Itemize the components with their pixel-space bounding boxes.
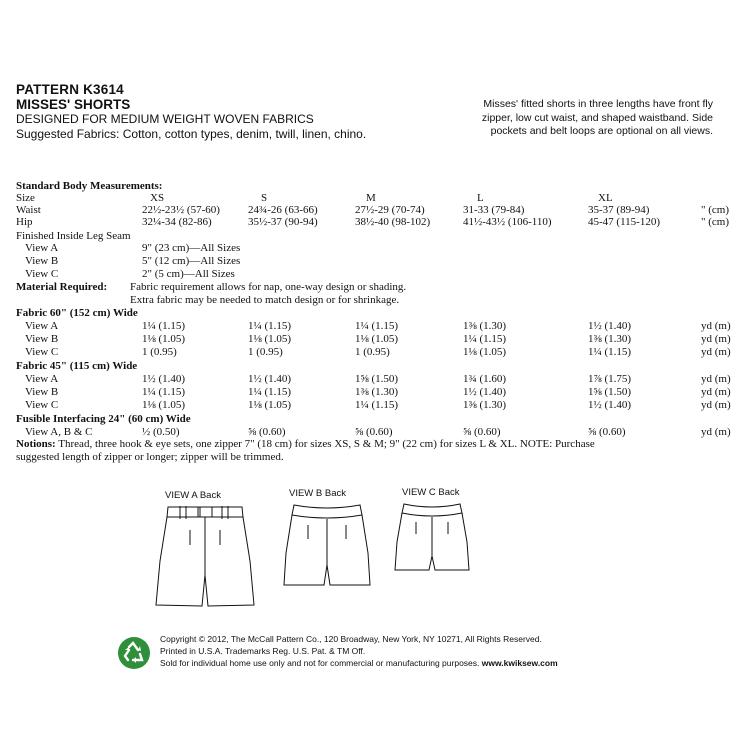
yardage-row-label: View A bbox=[25, 320, 59, 332]
waist-s: 24¾-26 (63-66) bbox=[248, 204, 318, 216]
size-l: L bbox=[477, 192, 484, 204]
pattern-title: MISSES' SHORTS bbox=[16, 97, 131, 112]
body-measurements-heading: Standard Body Measurements: bbox=[16, 180, 163, 192]
yardage-unit: yd (m) bbox=[701, 333, 731, 345]
notions-label: Notions: bbox=[16, 438, 56, 450]
yardage-row-label: View A, B & C bbox=[25, 426, 93, 438]
footer-printed: Printed in U.S.A. Trademarks Reg. U.S. Pat. & TM Off. bbox=[160, 646, 366, 656]
view-c-shorts-drawing bbox=[392, 502, 472, 572]
website-link[interactable]: www.kwiksew.com bbox=[481, 658, 558, 668]
yardage-cell: 1½ (1.40) bbox=[463, 386, 507, 398]
yardage-cell: ⅝ (0.60) bbox=[463, 426, 501, 438]
hip-label: Hip bbox=[16, 216, 33, 228]
hip-s: 35½-37 (90-94) bbox=[248, 216, 318, 228]
yardage-cell: 1¼ (1.15) bbox=[248, 386, 292, 398]
yardage-unit: yd (m) bbox=[701, 426, 731, 438]
notions-text: Thread, three hook & eye sets, one zipper 7" (18 cm) for sizes XS, S & M; 9" (22 cm) for sizes L & XL. NOTE: Purchase bbox=[58, 438, 595, 450]
waist-unit: " (cm) bbox=[701, 204, 730, 216]
yardage-cell: 1½ (1.40) bbox=[142, 373, 186, 385]
yardage-cell: 1½ (1.40) bbox=[588, 399, 632, 411]
yardage-cell: 1⅛ (1.05) bbox=[463, 346, 507, 358]
yardage-cell: ⅝ (0.60) bbox=[588, 426, 626, 438]
view-c-label: VIEW C Back bbox=[402, 487, 460, 498]
yardage-unit: yd (m) bbox=[701, 373, 731, 385]
yardage-unit: yd (m) bbox=[701, 346, 731, 358]
yardage-cell: 1⅞ (1.75) bbox=[588, 373, 632, 385]
size-xs: XS bbox=[150, 192, 165, 204]
yardage-cell: ⅝ (0.60) bbox=[355, 426, 393, 438]
yardage-cell: 1¼ (1.15) bbox=[463, 333, 507, 345]
inseam-value: 9" (23 cm)—All Sizes bbox=[142, 242, 241, 254]
yardage-cell: 1⅜ (1.30) bbox=[463, 399, 507, 411]
yardage-cell: 1¼ (1.15) bbox=[142, 386, 186, 398]
inseam-label: View A bbox=[25, 242, 59, 254]
waist-label: Waist bbox=[16, 204, 41, 216]
yardage-cell: 1¾ (1.60) bbox=[463, 373, 507, 385]
yardage-cell: 1⅝ (1.50) bbox=[588, 386, 632, 398]
waist-l: 31-33 (79-84) bbox=[463, 204, 525, 216]
view-b-label: VIEW B Back bbox=[289, 488, 347, 499]
yardage-cell: 1¼ (1.15) bbox=[355, 399, 399, 411]
yardage-cell: 1¼ (1.15) bbox=[248, 320, 292, 332]
yardage-cell: 1¼ (1.15) bbox=[355, 320, 399, 332]
yardage-cell: 1⅝ (1.50) bbox=[355, 373, 399, 385]
yardage-row-label: View B bbox=[25, 386, 59, 398]
waist-xs: 22½-23½ (57-60) bbox=[142, 204, 220, 216]
material-text-1: Fabric requirement allows for nap, one-way design or shading. bbox=[130, 281, 407, 293]
yardage-unit: yd (m) bbox=[701, 320, 731, 332]
view-b-shorts-drawing bbox=[280, 503, 375, 587]
yardage-cell: 1¼ (1.15) bbox=[142, 320, 186, 332]
yardage-row-label: View C bbox=[25, 399, 59, 411]
suggested-fabrics: Suggested Fabrics: Cotton, cotton types, denim, twill, linen, chino. bbox=[16, 127, 367, 141]
size-label: Size bbox=[16, 192, 35, 204]
hip-l: 41½-43½ (106-110) bbox=[463, 216, 552, 228]
yardage-row-label: View C bbox=[25, 346, 59, 358]
yardage-cell: 1 (0.95) bbox=[142, 346, 177, 358]
notions-line-1 bbox=[16, 439, 595, 450]
hip-m: 38½-40 (98-102) bbox=[355, 216, 431, 228]
hip-xs: 32¼-34 (82-86) bbox=[142, 216, 212, 228]
inseam-value: 2" (5 cm)—All Sizes bbox=[142, 268, 235, 280]
footer-sold bbox=[160, 657, 558, 670]
yardage-cell: ⅝ (0.60) bbox=[248, 426, 286, 438]
yardage-row-label: View A bbox=[25, 373, 59, 385]
interfacing-heading: Fusible Interfacing 24" (60 cm) Wide bbox=[16, 413, 191, 425]
material-text-2: Extra fabric may be needed to match design or for shrinkage. bbox=[130, 294, 400, 306]
waist-xl: 35-37 (89-94) bbox=[588, 204, 650, 216]
material-label: Material Required: bbox=[16, 281, 108, 293]
inseam-label: View B bbox=[25, 255, 59, 267]
yardage-cell: 1⅛ (1.05) bbox=[248, 333, 292, 345]
yardage-cell: 1 (0.95) bbox=[355, 346, 390, 358]
yardage-cell: 1⅛ (1.05) bbox=[142, 399, 186, 411]
hip-unit: " (cm) bbox=[701, 216, 730, 228]
yardage-row-label: View B bbox=[25, 333, 59, 345]
yardage-unit: yd (m) bbox=[701, 386, 731, 398]
yardage-cell: 1½ (1.40) bbox=[248, 373, 292, 385]
recycle-icon bbox=[117, 636, 151, 670]
notions-line-2: suggested length of zipper or longer; zipper will be trimmed. bbox=[16, 451, 284, 463]
yardage-cell: 1½ (1.40) bbox=[588, 320, 632, 332]
yardage-cell: 1⅛ (1.05) bbox=[142, 333, 186, 345]
hip-xl: 45-47 (115-120) bbox=[588, 216, 660, 228]
yardage-cell: 1⅜ (1.30) bbox=[588, 333, 632, 345]
inseam-label: View C bbox=[25, 268, 59, 280]
yardage-cell: 1⅜ (1.30) bbox=[463, 320, 507, 332]
pattern-description: Misses' fitted shorts in three lengths have front fly zipper, low cut waist, and shaped waistband. Side pockets and belt loops are optional on all views. bbox=[481, 98, 713, 137]
designed-for: DESIGNED FOR MEDIUM WEIGHT WOVEN FABRICS bbox=[16, 112, 314, 126]
size-m: M bbox=[366, 192, 376, 204]
size-xl: XL bbox=[598, 192, 613, 204]
footer-sold-text: Sold for individual home use only and not for commercial or manufacturing purposes. bbox=[160, 658, 482, 668]
yardage-unit: yd (m) bbox=[701, 399, 731, 411]
yardage-cell: 1¼ (1.15) bbox=[588, 346, 632, 358]
fabric-60-heading: Fabric 60" (152 cm) Wide bbox=[16, 307, 138, 319]
footer-copyright: Copyright © 2012, The McCall Pattern Co., 120 Broadway, New York, NY 10271, All Rights Reserved. bbox=[160, 634, 542, 644]
yardage-cell: 1⅜ (1.30) bbox=[355, 386, 399, 398]
view-a-label: VIEW A Back bbox=[165, 490, 221, 501]
yardage-cell: ½ (0.50) bbox=[142, 426, 180, 438]
pattern-number: PATTERN K3614 bbox=[16, 82, 124, 97]
yardage-cell: 1 (0.95) bbox=[248, 346, 283, 358]
waist-m: 27½-29 (70-74) bbox=[355, 204, 425, 216]
view-a-shorts-drawing bbox=[150, 505, 260, 609]
yardage-cell: 1⅛ (1.05) bbox=[248, 399, 292, 411]
yardage-cell: 1⅛ (1.05) bbox=[355, 333, 399, 345]
inseam-value: 5" (12 cm)—All Sizes bbox=[142, 255, 241, 267]
fabric-45-heading: Fabric 45" (115 cm) Wide bbox=[16, 360, 138, 372]
inseam-heading: Finished Inside Leg Seam bbox=[16, 230, 131, 242]
size-s: S bbox=[261, 192, 268, 204]
